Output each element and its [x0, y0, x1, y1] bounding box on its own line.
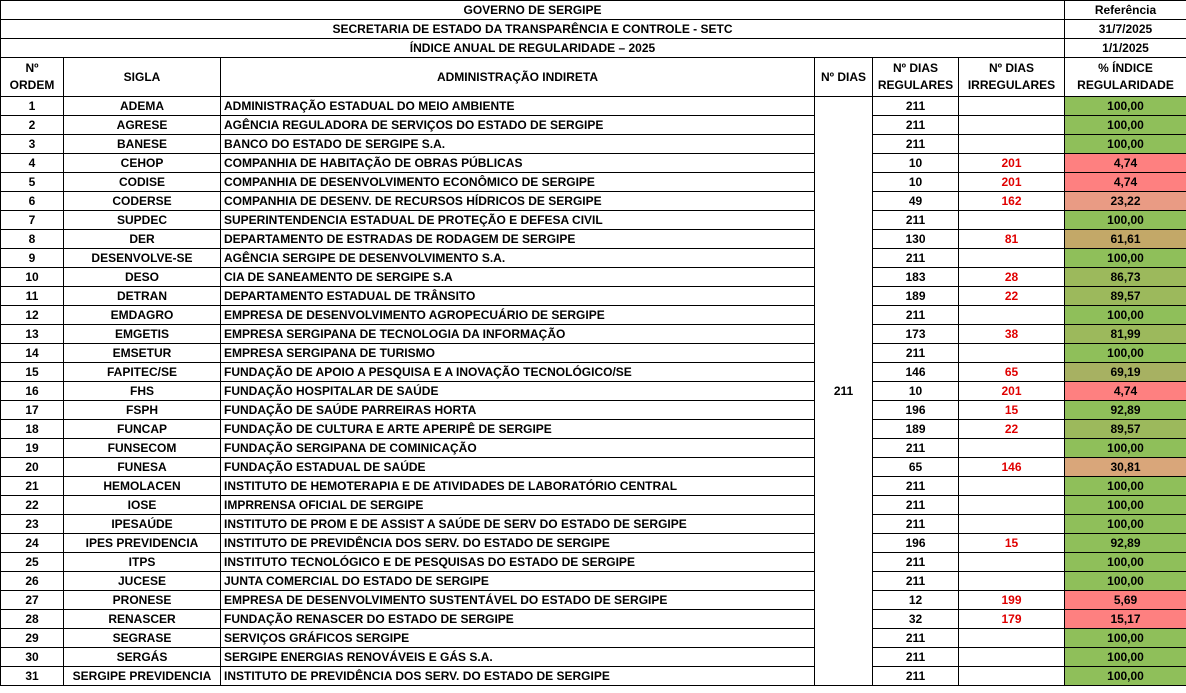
admin-cell: COMPANHIA DE HABITAÇÃO DE OBRAS PÚBLICAS — [221, 154, 815, 173]
admin-cell: INSTITUTO DE HEMOTERAPIA E DE ATIVIDADES DE LABORATÓRIO CENTRAL — [221, 477, 815, 496]
admin-cell: INSTITUTO DE PROM E DE ASSIST A SAÚDE DE SERV DO ESTADO DE SERGIPE — [221, 515, 815, 534]
admin-cell: INSTITUTO DE PREVIDÊNCIA DOS SERV. DO ESTADO DE SERGIPE — [221, 667, 815, 686]
regulares-cell: 189 — [873, 420, 959, 439]
irregulares-cell — [959, 135, 1065, 154]
ordem-cell: 11 — [1, 287, 64, 306]
irregulares-cell: 65 — [959, 363, 1065, 382]
irregulares-cell: 201 — [959, 382, 1065, 401]
table-row — [1, 610, 1186, 629]
indice-cell: 100,00 — [1065, 135, 1186, 154]
indice-cell: 100,00 — [1065, 477, 1186, 496]
regulares-cell: 211 — [873, 344, 959, 363]
admin-cell: FUNDAÇÃO DE CULTURA E ARTE APERIPÊ DE SERGIPE — [221, 420, 815, 439]
col-sigla: SIGLA — [64, 58, 221, 97]
ordem-cell: 15 — [1, 363, 64, 382]
regulares-cell: 211 — [873, 135, 959, 154]
irregulares-cell: 179 — [959, 610, 1065, 629]
indice-cell: 100,00 — [1065, 344, 1186, 363]
indice-cell: 4,74 — [1065, 154, 1186, 173]
table-row — [1, 553, 1186, 572]
sigla-cell: DETRAN — [64, 287, 221, 306]
sigla-cell: EMGETIS — [64, 325, 221, 344]
admin-cell: EMPRESA DE DESENVOLVIMENTO AGROPECUÁRIO DE SERGIPE — [221, 306, 815, 325]
regulares-cell: 211 — [873, 553, 959, 572]
table-row — [1, 572, 1186, 591]
indice-cell: 100,00 — [1065, 211, 1186, 230]
ordem-cell: 14 — [1, 344, 64, 363]
admin-cell: BANCO DO ESTADO DE SERGIPE S.A. — [221, 135, 815, 154]
sigla-cell: RENASCER — [64, 610, 221, 629]
admin-cell: EMPRESA DE DESENVOLVIMENTO SUSTENTÁVEL DO ESTADO DE SERGIPE — [221, 591, 815, 610]
table-row — [1, 591, 1186, 610]
table-row — [1, 173, 1186, 192]
ordem-cell: 4 — [1, 154, 64, 173]
regulares-cell: 211 — [873, 116, 959, 135]
admin-cell: COMPANHIA DE DESENV. DE RECURSOS HÍDRICOS DE SERGIPE — [221, 192, 815, 211]
regulares-cell: 211 — [873, 477, 959, 496]
sigla-cell: FUNESA — [64, 458, 221, 477]
admin-cell: CIA DE SANEAMENTO DE SERGIPE S.A — [221, 268, 815, 287]
sigla-cell: FUNCAP — [64, 420, 221, 439]
admin-cell: AGÊNCIA SERGIPE DE DESENVOLVIMENTO S.A. — [221, 249, 815, 268]
admin-cell: AGÊNCIA REGULADORA DE SERVIÇOS DO ESTADO DE SERGIPE — [221, 116, 815, 135]
regulares-cell: 130 — [873, 230, 959, 249]
table-row — [1, 344, 1186, 363]
sigla-cell: DESENVOLVE-SE — [64, 249, 221, 268]
ordem-cell: 10 — [1, 268, 64, 287]
ordem-cell: 25 — [1, 553, 64, 572]
regulares-cell: 211 — [873, 572, 959, 591]
col-indice: % ÍNDICE REGULARIDADE — [1065, 58, 1186, 97]
irregulares-cell: 162 — [959, 192, 1065, 211]
irregulares-cell: 22 — [959, 420, 1065, 439]
irregulares-cell — [959, 477, 1065, 496]
ordem-cell: 23 — [1, 515, 64, 534]
sigla-cell: FSPH — [64, 401, 221, 420]
header-row-3 — [1, 39, 1186, 58]
admin-cell: SERGIPE ENERGIAS RENOVÁVEIS E GÁS S.A. — [221, 648, 815, 667]
regulares-cell: 65 — [873, 458, 959, 477]
table-row — [1, 192, 1186, 211]
ordem-cell: 13 — [1, 325, 64, 344]
admin-cell: EMPRESA SERGIPANA DE TECNOLOGIA DA INFORMAÇÃO — [221, 325, 815, 344]
table-row — [1, 211, 1186, 230]
regulares-cell: 10 — [873, 154, 959, 173]
irregulares-cell — [959, 344, 1065, 363]
table-row — [1, 420, 1186, 439]
indice-cell: 100,00 — [1065, 667, 1186, 686]
regulares-cell: 211 — [873, 306, 959, 325]
government-title: GOVERNO DE SERGIPE — [1, 1, 1065, 20]
sigla-cell: IOSE — [64, 496, 221, 515]
ordem-cell: 2 — [1, 116, 64, 135]
indice-cell: 100,00 — [1065, 648, 1186, 667]
table-row — [1, 667, 1186, 686]
ordem-cell: 19 — [1, 439, 64, 458]
irregulares-cell: 15 — [959, 401, 1065, 420]
irregulares-cell — [959, 496, 1065, 515]
regulares-cell: 211 — [873, 496, 959, 515]
irregulares-cell: 81 — [959, 230, 1065, 249]
indice-cell: 100,00 — [1065, 629, 1186, 648]
indice-cell: 100,00 — [1065, 553, 1186, 572]
sigla-cell: CODISE — [64, 173, 221, 192]
sigla-cell: JUCESE — [64, 572, 221, 591]
sigla-cell: IPES PREVIDENCIA — [64, 534, 221, 553]
indice-cell: 23,22 — [1065, 192, 1186, 211]
regulares-cell: 211 — [873, 249, 959, 268]
table-row — [1, 515, 1186, 534]
ordem-cell: 22 — [1, 496, 64, 515]
sigla-cell: CODERSE — [64, 192, 221, 211]
sigla-cell: SEGRASE — [64, 629, 221, 648]
secretariat-title: SECRETARIA DE ESTADO DA TRANSPARÊNCIA E CONTROLE - SETC — [1, 20, 1065, 39]
col-ordem: Nº ORDEM — [1, 58, 64, 97]
indice-cell: 86,73 — [1065, 268, 1186, 287]
table-row — [1, 382, 1186, 401]
admin-cell: FUNDAÇÃO RENASCER DO ESTADO DE SERGIPE — [221, 610, 815, 629]
regulares-cell: 189 — [873, 287, 959, 306]
start-date: 1/1/2025 — [1065, 39, 1186, 58]
sigla-cell: ADEMA — [64, 97, 221, 116]
indice-cell: 100,00 — [1065, 249, 1186, 268]
regulares-cell: 211 — [873, 439, 959, 458]
ordem-cell: 7 — [1, 211, 64, 230]
table-row — [1, 154, 1186, 173]
sigla-cell: CEHOP — [64, 154, 221, 173]
ordem-cell: 28 — [1, 610, 64, 629]
table-row — [1, 306, 1186, 325]
sigla-cell: DER — [64, 230, 221, 249]
ordem-cell: 27 — [1, 591, 64, 610]
sigla-cell: AGRESE — [64, 116, 221, 135]
regulares-cell: 10 — [873, 382, 959, 401]
sigla-cell: EMSETUR — [64, 344, 221, 363]
sigla-cell: PRONESE — [64, 591, 221, 610]
indice-cell: 89,57 — [1065, 287, 1186, 306]
irregulares-cell: 22 — [959, 287, 1065, 306]
regulares-cell: 49 — [873, 192, 959, 211]
admin-cell: SERVIÇOS GRÁFICOS SERGIPE — [221, 629, 815, 648]
table-row — [1, 629, 1186, 648]
indice-cell: 100,00 — [1065, 306, 1186, 325]
admin-cell: INSTITUTO DE PREVIDÊNCIA DOS SERV. DO ESTADO DE SERGIPE — [221, 534, 815, 553]
table-row — [1, 439, 1186, 458]
admin-cell: DEPARTAMENTO DE ESTRADAS DE RODAGEM DE SERGIPE — [221, 230, 815, 249]
indice-cell: 100,00 — [1065, 116, 1186, 135]
total-dias-cell: 211 — [815, 97, 873, 686]
admin-cell: SUPERINTENDENCIA ESTADUAL DE PROTEÇÃO E DEFESA CIVIL — [221, 211, 815, 230]
table-row — [1, 230, 1186, 249]
indice-cell: 69,19 — [1065, 363, 1186, 382]
reference-date: 31/7/2025 — [1065, 20, 1186, 39]
irregulares-cell — [959, 97, 1065, 116]
irregulares-cell — [959, 515, 1065, 534]
admin-cell: DEPARTAMENTO ESTADUAL DE TRÂNSITO — [221, 287, 815, 306]
header-row-2 — [1, 20, 1186, 39]
indice-cell: 89,57 — [1065, 420, 1186, 439]
irregulares-cell — [959, 306, 1065, 325]
table-row — [1, 458, 1186, 477]
sigla-cell: BANESE — [64, 135, 221, 154]
header-row-1 — [1, 1, 1186, 20]
admin-cell: FUNDAÇÃO DE APOIO A PESQUISA E A INOVAÇÃO TECNOLÓGICO/SE — [221, 363, 815, 382]
table-row — [1, 477, 1186, 496]
irregulares-cell: 28 — [959, 268, 1065, 287]
indice-cell: 81,99 — [1065, 325, 1186, 344]
table-row — [1, 268, 1186, 287]
ordem-cell: 1 — [1, 97, 64, 116]
regulares-cell: 196 — [873, 401, 959, 420]
ordem-cell: 8 — [1, 230, 64, 249]
table-row — [1, 648, 1186, 667]
sigla-cell: HEMOLACEN — [64, 477, 221, 496]
sigla-cell: FAPITEC/SE — [64, 363, 221, 382]
sigla-cell: SUPDEC — [64, 211, 221, 230]
admin-cell: INSTITUTO TECNOLÓGICO E DE PESQUISAS DO ESTADO DE SERGIPE — [221, 553, 815, 572]
ordem-cell: 3 — [1, 135, 64, 154]
indice-cell: 5,69 — [1065, 591, 1186, 610]
irregulares-cell — [959, 629, 1065, 648]
ordem-cell: 6 — [1, 192, 64, 211]
col-admin: ADMINISTRAÇÃO INDIRETA — [221, 58, 815, 97]
index-title: ÍNDICE ANUAL DE REGULARIDADE – 2025 — [1, 39, 1065, 58]
admin-cell: FUNDAÇÃO DE SAÚDE PARREIRAS HORTA — [221, 401, 815, 420]
indice-cell: 100,00 — [1065, 496, 1186, 515]
ordem-cell: 16 — [1, 382, 64, 401]
table-row — [1, 496, 1186, 515]
ordem-cell: 30 — [1, 648, 64, 667]
indice-cell: 30,81 — [1065, 458, 1186, 477]
ordem-cell: 20 — [1, 458, 64, 477]
regulares-cell: 211 — [873, 648, 959, 667]
regulares-cell: 211 — [873, 97, 959, 116]
indice-cell: 92,89 — [1065, 534, 1186, 553]
indice-cell: 92,89 — [1065, 401, 1186, 420]
col-dias: Nº DIAS — [815, 58, 873, 97]
regulares-cell: 211 — [873, 515, 959, 534]
indice-cell: 100,00 — [1065, 515, 1186, 534]
irregulares-cell: 38 — [959, 325, 1065, 344]
regulares-cell: 12 — [873, 591, 959, 610]
indice-cell: 100,00 — [1065, 439, 1186, 458]
ordem-cell: 31 — [1, 667, 64, 686]
irregulares-cell: 146 — [959, 458, 1065, 477]
irregulares-cell: 199 — [959, 591, 1065, 610]
admin-cell: ADMINISTRAÇÃO ESTADUAL DO MEIO AMBIENTE — [221, 97, 815, 116]
indice-cell: 100,00 — [1065, 572, 1186, 591]
indice-cell: 100,00 — [1065, 97, 1186, 116]
irregulares-cell — [959, 572, 1065, 591]
regulares-cell: 10 — [873, 173, 959, 192]
reference-label: Referência — [1065, 1, 1186, 20]
table-row — [1, 287, 1186, 306]
irregulares-cell — [959, 439, 1065, 458]
table-row — [1, 325, 1186, 344]
table-row — [1, 97, 1186, 116]
col-regulares: Nº DIAS REGULARES — [873, 58, 959, 97]
admin-cell: JUNTA COMERCIAL DO ESTADO DE SERGIPE — [221, 572, 815, 591]
col-irregulares: Nº DIAS IRREGULARES — [959, 58, 1065, 97]
irregulares-cell — [959, 116, 1065, 135]
table-row — [1, 363, 1186, 382]
sigla-cell: SERGIPE PREVIDENCIA — [64, 667, 221, 686]
ordem-cell: 29 — [1, 629, 64, 648]
table-row — [1, 534, 1186, 553]
table-row — [1, 116, 1186, 135]
irregulares-cell — [959, 553, 1065, 572]
regulares-cell: 183 — [873, 268, 959, 287]
indice-cell: 4,74 — [1065, 173, 1186, 192]
regulares-cell: 173 — [873, 325, 959, 344]
regulares-cell: 211 — [873, 629, 959, 648]
admin-cell: FUNDAÇÃO HOSPITALAR DE SAÚDE — [221, 382, 815, 401]
admin-cell: FUNDAÇÃO ESTADUAL DE SAÚDE — [221, 458, 815, 477]
irregulares-cell — [959, 249, 1065, 268]
ordem-cell: 24 — [1, 534, 64, 553]
irregulares-cell: 201 — [959, 173, 1065, 192]
sigla-cell: ITPS — [64, 553, 221, 572]
ordem-cell: 17 — [1, 401, 64, 420]
table-row — [1, 249, 1186, 268]
irregulares-cell: 201 — [959, 154, 1065, 173]
irregulares-cell — [959, 667, 1065, 686]
regulares-cell: 211 — [873, 667, 959, 686]
ordem-cell: 5 — [1, 173, 64, 192]
admin-cell: IMPRRENSA OFICIAL DE SERGIPE — [221, 496, 815, 515]
ordem-cell: 12 — [1, 306, 64, 325]
ordem-cell: 26 — [1, 572, 64, 591]
table-row — [1, 401, 1186, 420]
indice-cell: 4,74 — [1065, 382, 1186, 401]
table-row — [1, 135, 1186, 154]
sigla-cell: SERGÁS — [64, 648, 221, 667]
column-header-row — [1, 58, 1186, 97]
sigla-cell: FUNSECOM — [64, 439, 221, 458]
admin-cell: EMPRESA SERGIPANA DE TURISMO — [221, 344, 815, 363]
regulares-cell: 146 — [873, 363, 959, 382]
regulares-cell: 196 — [873, 534, 959, 553]
admin-cell: COMPANHIA DE DESENVOLVIMENTO ECONÔMICO DE SERGIPE — [221, 173, 815, 192]
regulares-cell: 211 — [873, 211, 959, 230]
indice-cell: 15,17 — [1065, 610, 1186, 629]
ordem-cell: 9 — [1, 249, 64, 268]
sigla-cell: DESO — [64, 268, 221, 287]
irregulares-cell: 15 — [959, 534, 1065, 553]
ordem-cell: 21 — [1, 477, 64, 496]
sigla-cell: FHS — [64, 382, 221, 401]
sigla-cell: IPESAÚDE — [64, 515, 221, 534]
irregulares-cell — [959, 211, 1065, 230]
indice-cell: 61,61 — [1065, 230, 1186, 249]
admin-cell: FUNDAÇÃO SERGIPANA DE COMINICAÇÃO — [221, 439, 815, 458]
irregulares-cell — [959, 648, 1065, 667]
regulares-cell: 32 — [873, 610, 959, 629]
sigla-cell: EMDAGRO — [64, 306, 221, 325]
ordem-cell: 18 — [1, 420, 64, 439]
